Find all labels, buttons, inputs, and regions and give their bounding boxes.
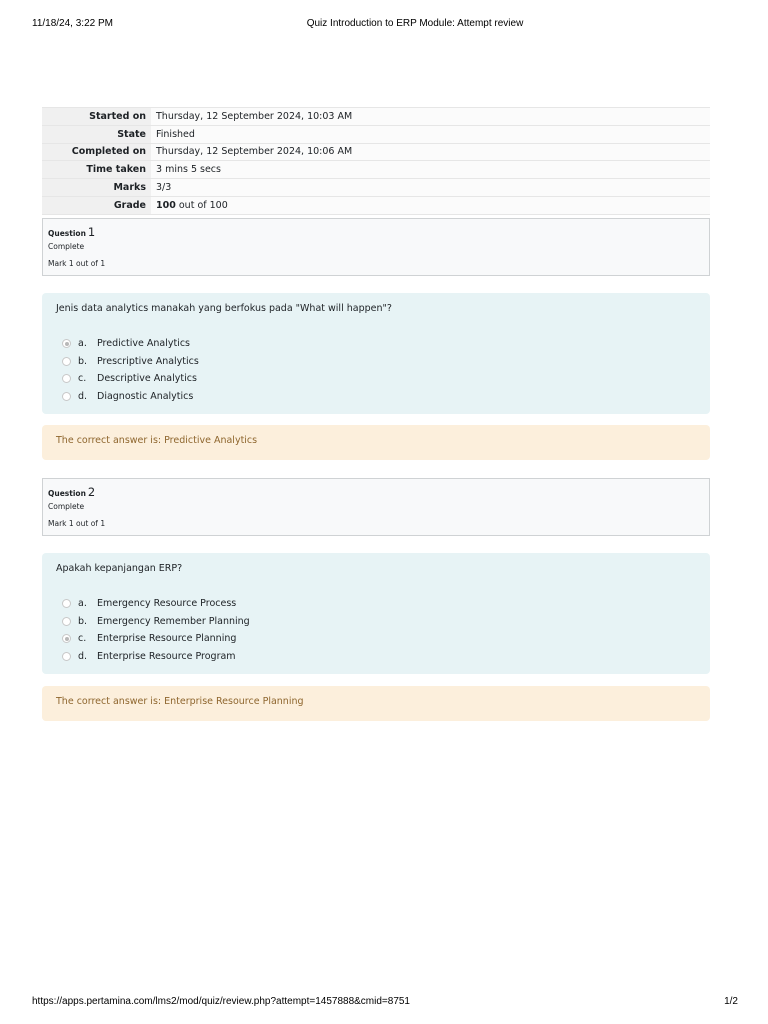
radio-icon[interactable] [62,652,71,661]
question-number: Question 1 [48,225,96,239]
option-letter: b. [78,355,88,367]
answer-option-c[interactable] [56,630,250,648]
summary-value: Finished [151,125,710,143]
summary-label: State [42,125,151,143]
question-state: Complete [48,502,85,511]
question-text: Apakah kepanjangan ERP? [56,563,183,574]
option-letter: a. [78,598,87,610]
radio-selected-icon[interactable] [62,339,71,348]
summary-label: Completed on [42,143,151,161]
question-2-feedback [42,686,710,721]
question-1-feedback [42,425,710,460]
correct-answer-text: The correct answer is: Enterprise Resource Planning [56,696,304,707]
question-number-value: 1 [87,225,96,239]
answer-options [56,595,250,665]
summary-row [42,143,710,161]
summary-value: Thursday, 12 September 2024, 10:03 AM [151,108,710,126]
summary-value [151,196,710,214]
summary-row [42,108,710,126]
radio-selected-icon[interactable] [62,634,71,643]
summary-value: Thursday, 12 September 2024, 10:06 AM [151,143,710,161]
option-text: Predictive Analytics [97,338,190,350]
summary-row [42,179,710,197]
question-2-formulation [42,553,710,674]
summary-label: Started on [42,108,151,126]
attempt-summary-table [42,107,710,215]
summary-label: Grade [42,196,151,214]
option-letter: a. [78,338,87,350]
option-text: Emergency Remember Planning [97,615,250,627]
question-text: Jenis data analytics manakah yang berfokus pada "What will happen"? [56,303,392,314]
print-doc-title: Quiz Introduction to ERP Module: Attempt review [306,18,524,29]
print-url: https://apps.pertamina.com/lms2/mod/quiz/review.php?attempt=1457888&cmid=8751 [32,996,410,1007]
print-header [32,18,738,30]
answer-option-b[interactable] [56,613,250,631]
option-text: Enterprise Resource Planning [97,633,237,645]
answer-option-b[interactable] [56,353,199,371]
radio-icon[interactable] [62,617,71,626]
question-number-value: 2 [87,485,96,499]
answer-option-a[interactable] [56,595,250,613]
option-text: Prescriptive Analytics [97,355,199,367]
print-datetime: 11/18/24, 3:22 PM [32,18,113,29]
option-text: Descriptive Analytics [97,373,197,385]
question-mark: Mark 1 out of 1 [48,259,106,268]
answer-option-a[interactable] [56,335,199,353]
option-letter: b. [78,615,88,627]
summary-row [42,161,710,179]
grade-out-of: out of 100 [175,199,228,211]
question-number: Question 2 [48,485,96,499]
question-state: Complete [48,242,85,251]
answer-option-d[interactable] [56,648,250,666]
radio-icon[interactable] [62,374,71,383]
question-1-info [42,218,710,276]
radio-icon[interactable] [62,357,71,366]
option-letter: d. [78,651,88,663]
answer-option-c[interactable] [56,370,199,388]
option-letter: c. [78,633,87,645]
summary-value: 3 mins 5 secs [151,161,710,179]
answer-options [56,335,199,405]
question-1-formulation [42,293,710,414]
summary-row [42,125,710,143]
option-text: Enterprise Resource Program [97,651,236,663]
grade-score: 100 [156,199,176,211]
radio-icon[interactable] [62,392,71,401]
print-page-number: 1/2 [724,996,738,1007]
question-2-info [42,478,710,536]
summary-value: 3/3 [151,179,710,197]
summary-label: Marks [42,179,151,197]
print-footer [32,996,738,1008]
summary-label: Time taken [42,161,151,179]
radio-icon[interactable] [62,599,71,608]
summary-row [42,196,710,214]
option-letter: d. [78,391,88,403]
option-text: Diagnostic Analytics [97,391,194,403]
answer-option-d[interactable] [56,388,199,406]
option-text: Emergency Resource Process [97,598,237,610]
option-letter: c. [78,373,87,385]
question-mark: Mark 1 out of 1 [48,519,106,528]
correct-answer-text: The correct answer is: Predictive Analytics [56,435,258,446]
